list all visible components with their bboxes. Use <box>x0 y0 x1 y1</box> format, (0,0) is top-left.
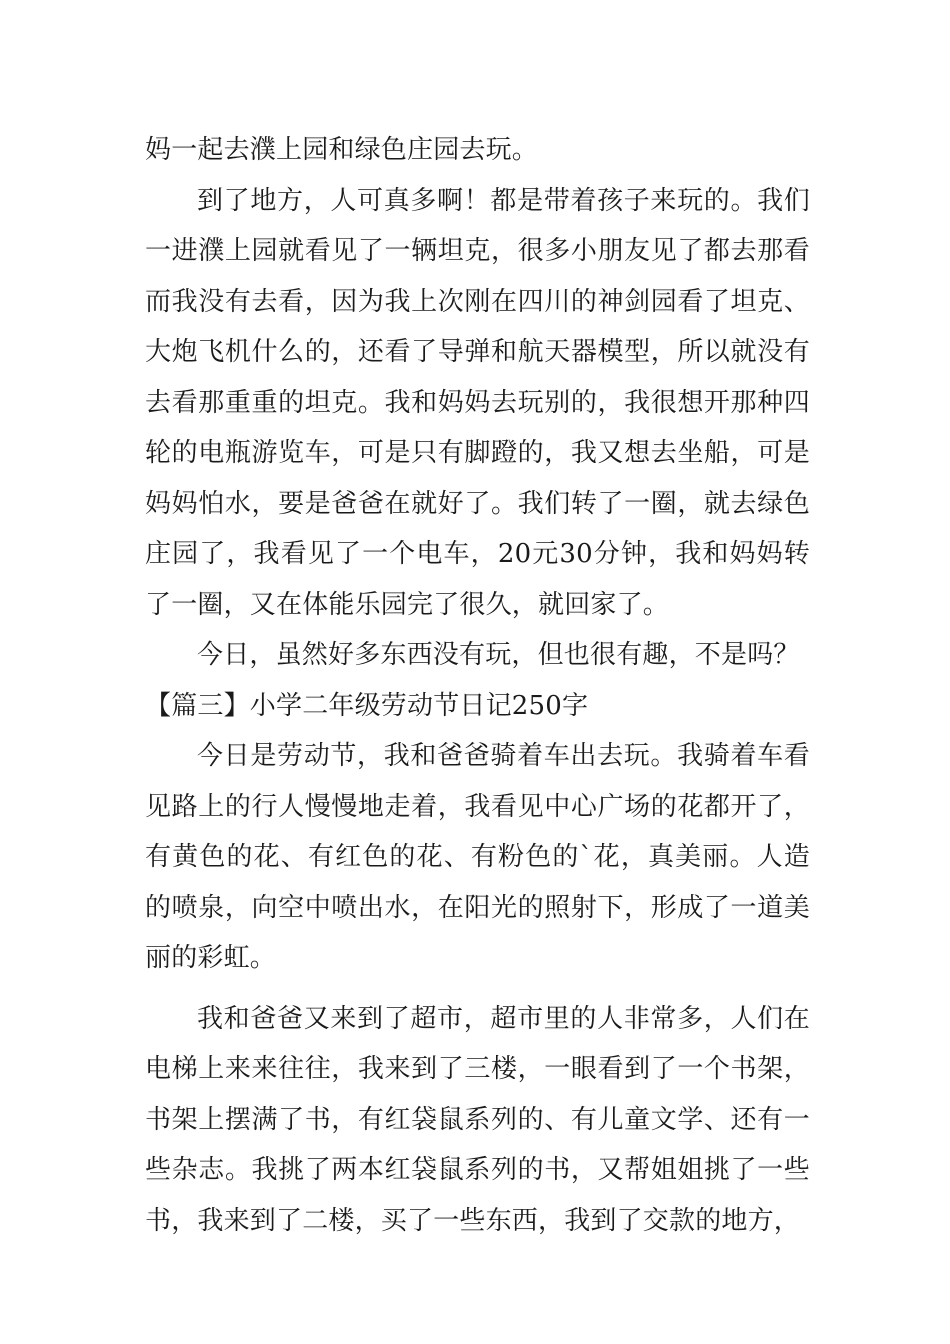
paragraph: 今日，虽然好多东西没有玩，但也很有趣，不是吗？ <box>197 640 800 670</box>
section-heading: 【篇三】小学二年级劳动节日记250字 <box>145 690 589 721</box>
document-body <box>145 125 810 1246</box>
paragraph: 我和爸爸又来到了超市，超市里的人非常多，人们在电梯上来来往往，我来到了三楼，一眼看到了一个书架，书架上摆满了书，有红袋鼠系列的、有儿童文学、还有一些杂志。我挑了两本红袋鼠系列的书，又帮姐姐挑了一些书，我来到了二楼，买了一些东西，我到了交款的地方， <box>145 1003 810 1236</box>
paragraph: 到了地方，人可真多啊！都是带着孩子来玩的。我们一进濮上园就看见了一辆坦克，很多小朋友见了都去那看而我没有去看，因为我上次刚在四川的神剑园看了坦克、大炮飞机什么的，还看了导弹和航天器模型，所以就没有去看那重重的坦克。我和妈妈去玩别的，我很想开那种四轮的电瓶游览车，可是只有脚蹬的，我又想去坐船，可是妈妈怕水，要是爸爸在就好了。我们转了一圈，就去绿色庄园了，我看见了一个电车，20元30分钟，我和妈妈转了一圈，又在体能乐园完了很久，就回家了。 <box>145 185 810 620</box>
paragraph: 今日是劳动节，我和爸爸骑着车出去玩。我骑着车看见路上的行人慢慢地走着，我看见中心广场的花都开了，有黄色的花、有红色的花、有粉色的`花，真美丽。人造的喷泉，向空中喷出水，在阳光的照射下，形成了一道美丽的彩虹。 <box>145 741 810 973</box>
paragraph: 妈一起去濮上园和绿色庄园去玩。 <box>145 135 539 165</box>
